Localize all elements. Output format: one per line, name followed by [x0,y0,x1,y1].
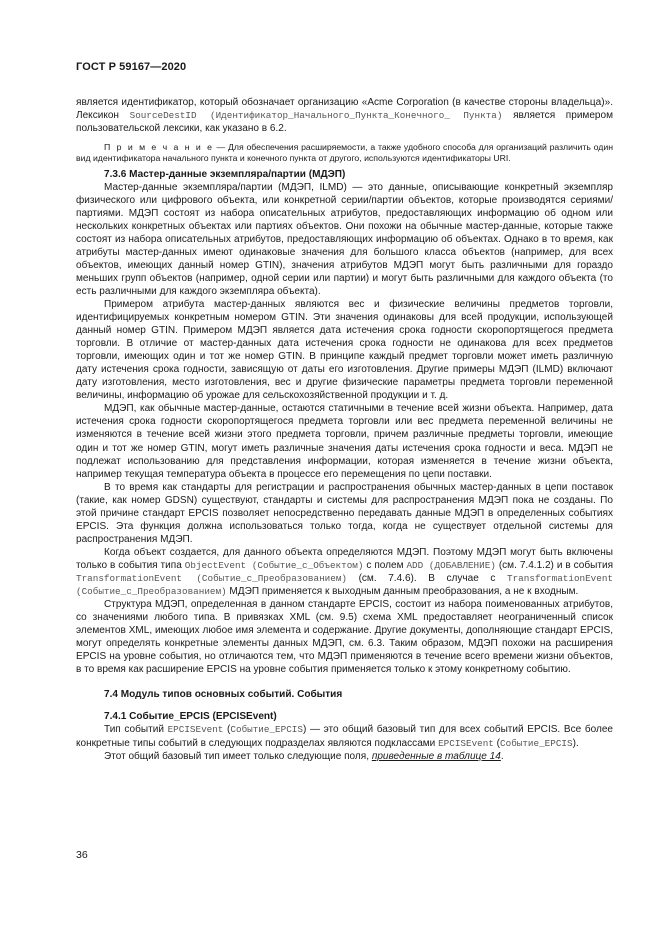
text-run: МДЭП применяется к выходным данным преобразования, а не к входным. [226,586,579,598]
code-epcis-event-ru: Событие_EPCIS [500,737,573,749]
section-heading-7-3-6: 7.3.6 Мастер-данные экземпляра/партии (МДЭП) [104,168,346,180]
code-transformation-event: TransformationEvent (Событие_с_Преобразованием) [76,573,347,584]
paragraph: Примером атрибута мастер-данных являются вес и физические величины предметов торговли, идентифицируемых конкретным номером GTIN. Эти значения одинаковы для всей продукции, использующей данный номер GTIN. Примером МДЭП является дата истечения срока годности скоропортящегося предмета торговли. В отличие от мастер-данных дата истечения срока годности не одинакова для всех предметов торговли, имеющих один и тот же номер GTIN. В принципе каждый предмет торговли может иметь различную дату истечения срока годности, зависящую от даты его изготовления. Другие примеры МДЭП (ILMD) включают дату изготовления, место изготовления, вес и другие физические параметры предмета торговли переменной величины, информацию об урожае для сельскохозяйственной продукции и т. д. [76,299,613,402]
note-text: — Для обеспечения расширяемости, а также удобного способа для организаций различить один вид идентификатора начального пункта и конечного пункта от другого, используются идентификаторы URI. [76,142,613,164]
section-heading-7-4: 7.4 Модуль типов основных событий. События [104,689,343,701]
section-heading-7-4-1: 7.4.1 Событие_EPCIS (EPCISEvent) [104,711,277,723]
code-epcis-event: EPCISEvent [438,737,494,749]
text-run: ( [493,737,501,749]
text-run: (см. 7.4.1.2) и в события [495,559,614,571]
text-run: является идентификатор, который обозначает организацию «Acme Corporation (в качестве стороны владельца)». Лексикон [76,97,613,122]
paragraph: МДЭП, как обычные мастер-данные, остаются статичными в течение всей жизни объекта. Например, дата истечения срока годности скоропортящегося предмета торговли или вес предмета переменной величины не изменяются в течение всей жизни этого предмета торговли, причем различные предметы торговли, имеющие один и тот же номер GTIN, могут иметь различные значения даты истечения срока годности и веса. МДЭП не подлежат использованию для представления информации, которая изменяется в течение жизни объекта, например текущая температура объекта в процессе его перемещения по цепи поставки. [76,403,613,480]
text-run: ( [223,724,231,736]
paragraph [76,723,613,749]
code-object-event: ObjectEvent (Событие_с_Объектом) [184,559,364,571]
table-14-link[interactable]: приведенные в таблице 14 [371,750,501,762]
text-run: Этот общий базовый тип имеет только следующие поля, [104,750,372,762]
intro-paragraph [76,96,613,135]
text-run: ) — это общий базовый тип для всех событий EPCIS. Все более конкретные типы событий в следующих подразделах являются подклассами [76,724,614,749]
note-paragraph [76,142,613,164]
code-epcis-event-ru: Событие_EPCIS [230,724,303,736]
text-run: ). [572,737,579,749]
code-transformation-event: TransformationEvent (Событие_с_Преобразованием) [76,573,614,598]
text-run: (см. 7.4.6). В случае с [347,573,507,584]
standard-header: ГОСТ Р 59167—2020 [76,61,187,73]
note-label: П р и м е ч а н и е [104,142,214,153]
code-epcis-event: EPCISEvent [167,724,224,736]
text-run: с полем [363,559,407,571]
paragraph: Структура МДЭП, определенная в данном стандарте EPCIS, состоит из набора поименованных атрибутов, со значениями любого типа. В привязках XML (см. 9.5) схема XML предоставляет неограниченный список элементов XML, имеющих любое имя элемента и содержание. Другие документы, дополняющие стандарт EPCIS, могут определять конкретные элементы данных МДЭП, см. 6.3. Таким образом, МДЭП похожи на расширения EPCIS на уровне события, но отличаются тем, что МДЭП применяются в течение всего времени жизни объектов, в то время как расширение EPCIS на уровне события применяется только к этому конкретному событию. [76,599,613,676]
code-add: ADD (ДОБАВЛЕНИЕ) [406,559,496,571]
paragraph [76,750,613,763]
paragraph: Мастер-данные экземпляра/партии (МДЭП, ILMD) — это данные, описывающие конкретный экземпляр физического или цифрового объекта, или конкретной серии/партии объектов, которые производятся сериями/партиями. МДЭП состоят из набора описательных атрибутов, предоставляющих информацию об одном или нескольких конкретных объектах или партиях объектов. Они похожи на обычные мастер-данные, которые также состоят из набора описательных атрибутов, предоставляющих информацию об объектах. Однако в то время, как атрибуты мастер-данных имеют одинаковые значения для большого класса объектов (например, для всех объектов, имеющих данный номер GTIN), значения атрибутов МДЭП могут быть различными для гораздо меньших групп объектов (например, одной серии или партии) и могут быть различными для каждого объекта (то есть различными для каждого экземпляра объекта). [76,181,613,297]
code-source-dest-id: SourceDestID (Идентификатор_Начального_Пункта_Конечного_ Пункта) [129,110,503,122]
paragraph: В то время как стандарты для регистрации и распространения обычных мастер-данных в цепи поставок (такие, как номер GDSN) существуют, стандарты и системы для распространения МДЭП пока не созданы. По этой причине стандарт EPCIS позволяет непосредственно передавать данные МДЭП в определенных событиях EPCIS. Эта функция должна использоваться только тогда, когда не существует отдельной системы для распространения МДЭП. [76,481,613,545]
document-body [76,96,613,763]
page-number: 36 [76,849,88,861]
text-run: . [500,750,504,762]
text-run: Тип событий [104,724,168,736]
text-run: является примером пользовательской лексики, как указано в 6.2. [76,110,614,135]
text-run: Когда объект создается, для данного объекта определяются МДЭП. Поэтому МДЭП могут быть включены только в события типа [76,546,613,571]
paragraph [76,546,613,598]
